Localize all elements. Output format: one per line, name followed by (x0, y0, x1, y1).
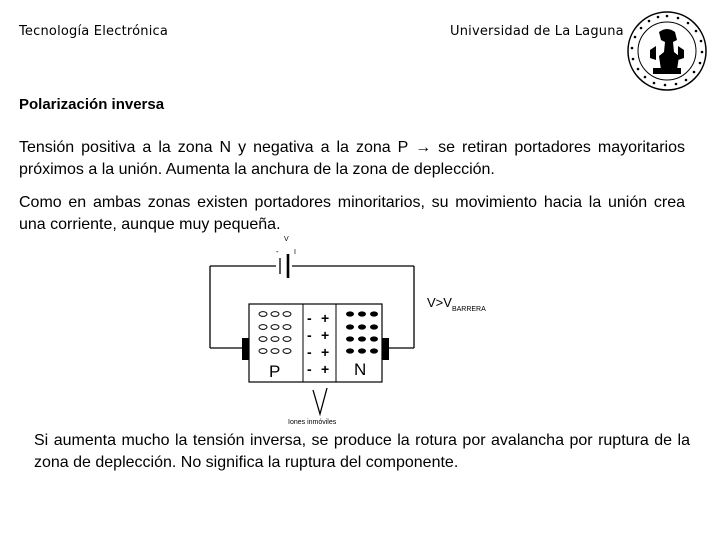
p-contact (242, 338, 249, 360)
battery-voltage-label: V (284, 236, 289, 243)
condition-v: V>V (427, 295, 452, 310)
header-left-title: Tecnología Electrónica (19, 24, 169, 39)
ion-minus: - (307, 327, 312, 343)
battery-plus-sign: I (294, 249, 296, 256)
ion-plus: + (321, 344, 330, 360)
ion-plus: + (321, 327, 330, 343)
n-region-label: N (354, 360, 367, 379)
paragraph-avalanche: Si aumenta mucho la tensión inversa, se produce la rotura por avalancha por ruptura de la zona de deplección. No significa la ruptura del componente. (34, 432, 690, 471)
pn-junction-diagram (200, 232, 500, 428)
paragraph-minority-carriers: Como en ambas zonas existen portadores minoritarios, su movimiento hacia la unión crea una corriente, aunque muy pequeña. (19, 194, 685, 233)
n-contact (382, 338, 389, 360)
ions-label: Iones inmóviles (288, 419, 337, 426)
p-region-label: P (269, 362, 281, 381)
battery-minus-sign: - (276, 247, 279, 256)
battery-icon (280, 254, 288, 278)
section-title: Polarización inversa (19, 96, 165, 113)
ion-minus: - (307, 344, 312, 360)
paragraph-reverse-bias: Tensión positiva a la zona N y negativa a la zona P → se retiran portadores mayoritarios próximos a la unión. Aumenta la anchura de la zona de deplección. (19, 139, 685, 178)
ion-plus: + (321, 310, 330, 326)
ion-minus: - (307, 361, 312, 377)
header-right-title: Universidad de La Laguna (450, 24, 624, 39)
ions-arrow-icon (313, 388, 327, 414)
university-seal-logo (626, 10, 708, 92)
ion-plus: + (321, 361, 330, 377)
condition-subscript: BARRERA (451, 306, 486, 313)
ion-minus: - (307, 310, 312, 326)
condition-label (427, 295, 486, 313)
